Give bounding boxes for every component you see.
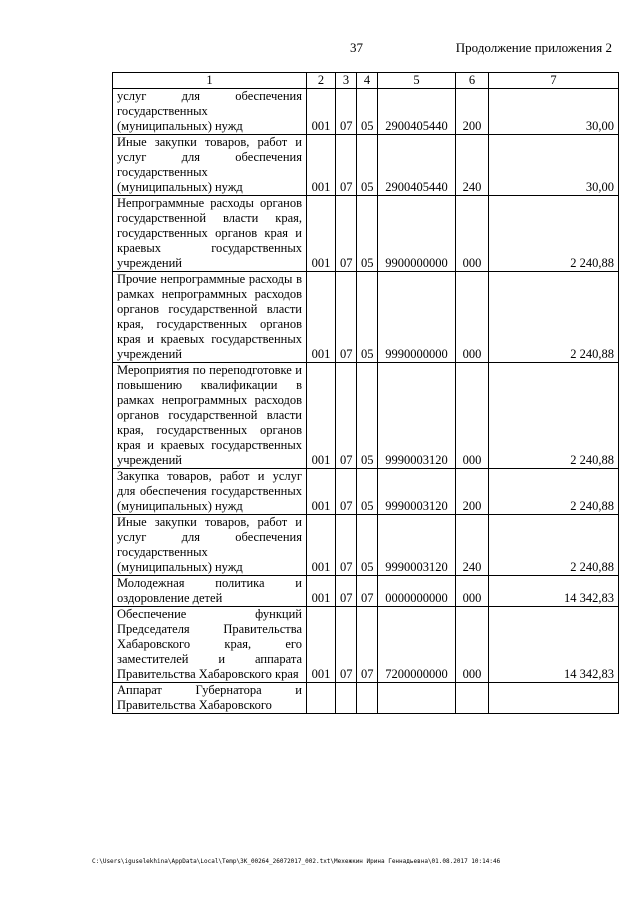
row-code-2: 001: [307, 515, 336, 576]
budget-table: [112, 72, 619, 714]
row-code-3: 07: [336, 363, 357, 469]
row-code-6: 000: [456, 576, 489, 607]
row-sum: 14 342,83: [489, 576, 619, 607]
row-code-5: 7200000000: [378, 607, 456, 683]
column-header: 7: [489, 73, 619, 89]
row-code-4: 07: [357, 607, 378, 683]
column-header: 4: [357, 73, 378, 89]
row-code-6: 000: [456, 196, 489, 272]
row-code-4: 05: [357, 515, 378, 576]
appendix-label: Продолжение приложения 2: [455, 40, 612, 55]
row-code-6: 240: [456, 135, 489, 196]
row-sum: 30,00: [489, 89, 619, 135]
row-sum: 2 240,88: [489, 515, 619, 576]
page-number: 37: [350, 40, 363, 55]
row-code-5: 9990003120: [378, 515, 456, 576]
row-code-6: [456, 683, 489, 714]
table-row: [113, 515, 619, 576]
row-code-2: 001: [307, 607, 336, 683]
row-code-4: 07: [357, 576, 378, 607]
row-sum: 2 240,88: [489, 363, 619, 469]
row-code-6: 000: [456, 272, 489, 363]
table-row: [113, 576, 619, 607]
table-row: [113, 196, 619, 272]
table-row: [113, 683, 619, 714]
row-code-6: 200: [456, 469, 489, 515]
row-code-3: 07: [336, 607, 357, 683]
row-name: Аппарат Губернатора и Правительства Хабаровского: [113, 683, 307, 714]
row-code-4: 05: [357, 196, 378, 272]
row-code-4: 05: [357, 135, 378, 196]
row-code-2: 001: [307, 363, 336, 469]
row-name: Обеспечение функций Председателя Правительства Хабаровского края, его заместителей и аппарата Правительства Хабаровского края: [113, 607, 307, 683]
row-name: Непрограммные расходы органов государственной власти края, государственных органов края и краевых государственных учреждений: [113, 196, 307, 272]
row-code-4: 05: [357, 272, 378, 363]
table-row: [113, 469, 619, 515]
table-row: [113, 135, 619, 196]
row-code-5: 9990003120: [378, 363, 456, 469]
row-sum: 30,00: [489, 135, 619, 196]
row-code-6: 240: [456, 515, 489, 576]
row-code-3: 07: [336, 576, 357, 607]
row-code-5: 0000000000: [378, 576, 456, 607]
row-code-5: 2900405440: [378, 135, 456, 196]
row-name: Иные закупки товаров, работ и услуг для обеспечения государственных (муниципальных) нужд: [113, 135, 307, 196]
row-code-3: 07: [336, 469, 357, 515]
table-row: [113, 89, 619, 135]
table-row: [113, 363, 619, 469]
row-name: Прочие непрограммные расходы в рамках непрограммных расходов органов государственной власти края, государственных органов края и краевых государственных учреждений: [113, 272, 307, 363]
row-code-5: 9990003120: [378, 469, 456, 515]
row-code-2: 001: [307, 469, 336, 515]
row-name: Мероприятия по переподготовке и повышению квалификации в рамках непрограммных расходов органов государственной власти края, государственных органов края и краевых государственных учреждений: [113, 363, 307, 469]
row-code-3: 07: [336, 272, 357, 363]
row-code-5: 9900000000: [378, 196, 456, 272]
row-code-6: 200: [456, 89, 489, 135]
row-code-6: 000: [456, 363, 489, 469]
row-sum: 2 240,88: [489, 469, 619, 515]
row-code-2: [307, 683, 336, 714]
row-code-2: 001: [307, 135, 336, 196]
column-header: 6: [456, 73, 489, 89]
row-code-6: 000: [456, 607, 489, 683]
row-sum: 14 342,83: [489, 607, 619, 683]
row-code-3: 07: [336, 196, 357, 272]
column-header: 1: [113, 73, 307, 89]
row-code-3: 07: [336, 135, 357, 196]
row-code-3: 07: [336, 89, 357, 135]
row-code-5: 2900405440: [378, 89, 456, 135]
column-header: 5: [378, 73, 456, 89]
row-sum: 2 240,88: [489, 272, 619, 363]
footer-file-path: C:\Users\iguselekhina\AppData\Local\Temp\ЗК_00264_26072017_002.txt\Мехежкин Ирина Геннадьевна\01.08.2017 10:14:46: [92, 858, 501, 865]
column-header: 2: [307, 73, 336, 89]
row-sum: 2 240,88: [489, 196, 619, 272]
row-code-5: [378, 683, 456, 714]
row-sum: [489, 683, 619, 714]
row-code-3: 07: [336, 515, 357, 576]
row-code-2: 001: [307, 576, 336, 607]
table-row: [113, 272, 619, 363]
row-name: Иные закупки товаров, работ и услуг для обеспечения государственных (муниципальных) нужд: [113, 515, 307, 576]
row-name: услуг для обеспечения государственных (муниципальных) нужд: [113, 89, 307, 135]
row-code-5: 9990000000: [378, 272, 456, 363]
table-row: [113, 607, 619, 683]
row-code-3: [336, 683, 357, 714]
row-code-4: 05: [357, 89, 378, 135]
row-code-2: 001: [307, 272, 336, 363]
header-row: [113, 73, 619, 89]
column-header: 3: [336, 73, 357, 89]
row-name: Закупка товаров, работ и услуг для обеспечения государственных (муниципальных) нужд: [113, 469, 307, 515]
row-code-4: 05: [357, 469, 378, 515]
row-code-2: 001: [307, 89, 336, 135]
row-code-4: [357, 683, 378, 714]
row-code-4: 05: [357, 363, 378, 469]
row-name: Молодежная политика и оздоровление детей: [113, 576, 307, 607]
row-code-2: 001: [307, 196, 336, 272]
